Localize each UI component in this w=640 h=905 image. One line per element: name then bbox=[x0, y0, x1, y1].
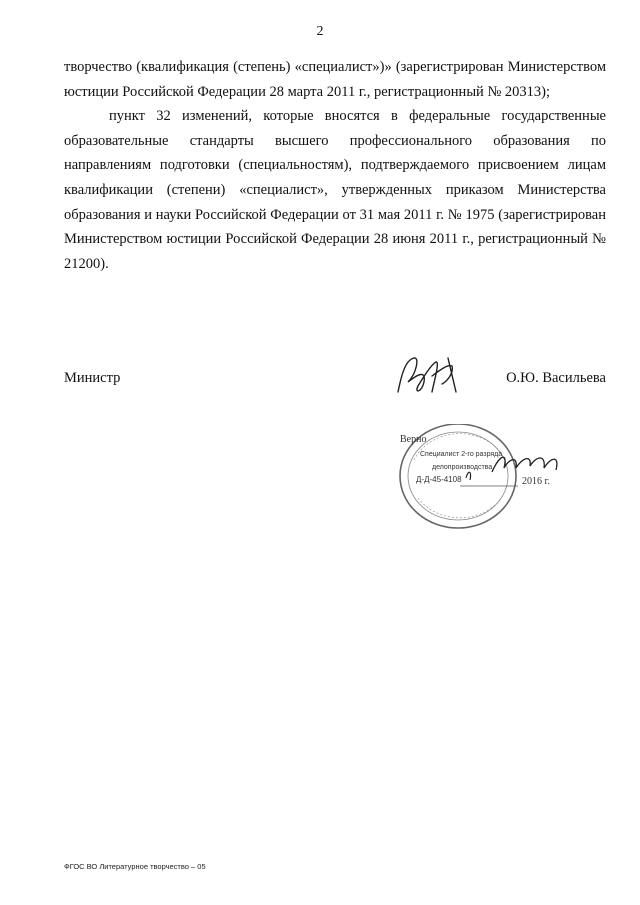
document-footer: ФГОС ВО Литературное творчество – 05 bbox=[64, 862, 206, 871]
paragraph-2: пункт 32 изменений, которые вносятся в федеральные государственные образовательные стандарты высшего профессионального образования по направлениям подготовки (специальностям), подтверждаемого присвоением лицам квалификации (степени) «специалист», утвержденных приказом Министерства образования и науки Российской Федерации от 31 мая 2011 г. № 1975 (зарегистрирован Министерством юстиции Российской Федерации 28 июня 2011 г., регистрационный № 21200). bbox=[64, 108, 606, 272]
seal-line-3: делопроизводства bbox=[432, 464, 493, 471]
position-title: Министр bbox=[64, 370, 121, 386]
official-seal-stamp bbox=[396, 424, 576, 534]
handwritten-signature bbox=[392, 352, 472, 402]
paragraph-1: творчество (квалификация (степень) «специалист»)» (зарегистрирован Министерством юстиции Российской Федерации 28 марта 2011 г., регистрационный № 20313); bbox=[64, 59, 606, 100]
page-number: 2 bbox=[316, 24, 324, 39]
signer-name: О.Ю. Васильева bbox=[506, 370, 606, 386]
document-body bbox=[64, 55, 606, 276]
seal-line-5: 2016 г. bbox=[522, 476, 550, 487]
seal-line-1: Верно bbox=[400, 434, 427, 445]
seal-line-4: Д-Д-45-4108 bbox=[416, 475, 462, 484]
seal-line-2: Специалист 2-го разряда bbox=[420, 451, 503, 458]
